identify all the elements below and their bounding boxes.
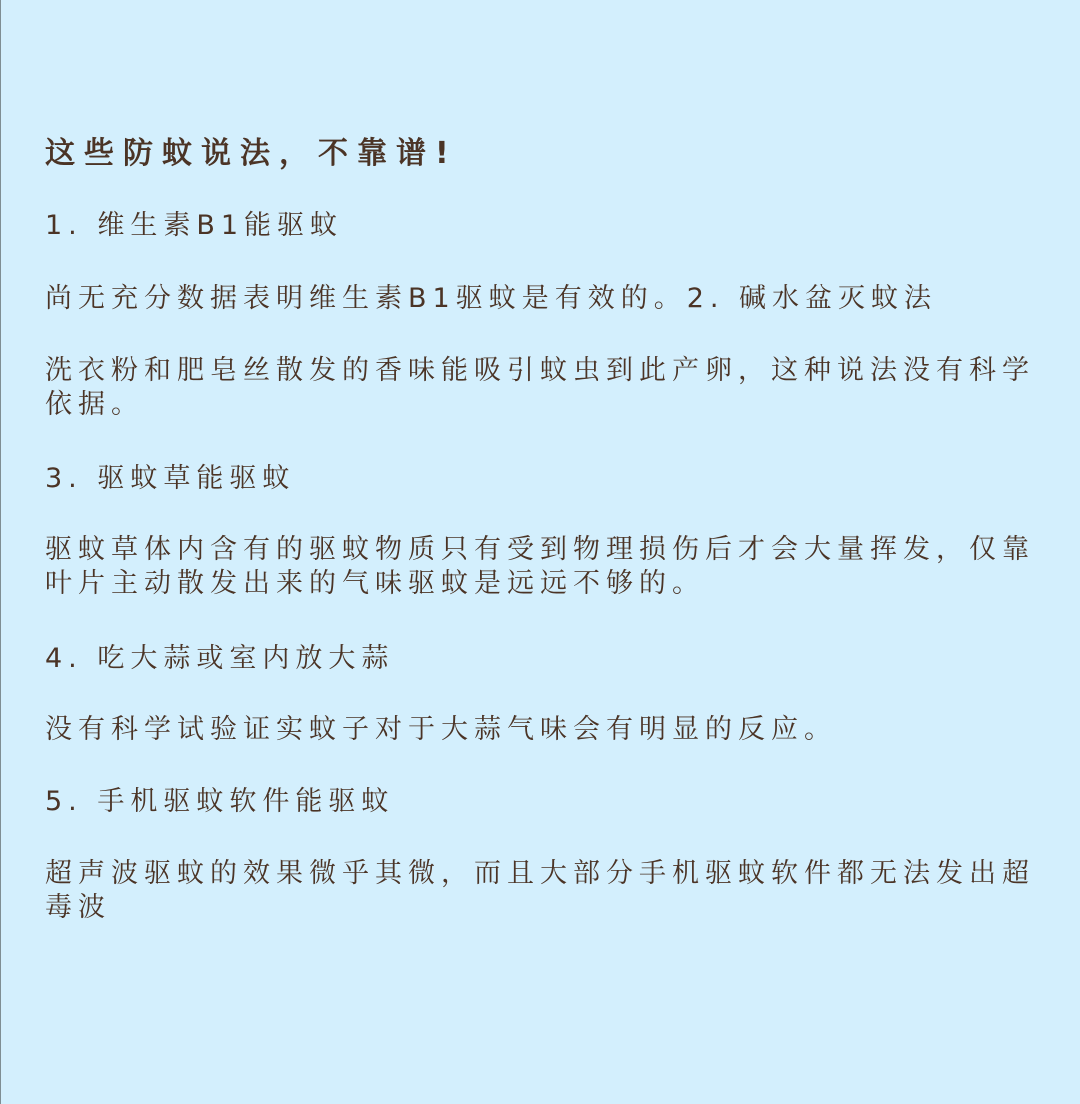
item-1-body: 尚无充分数据表明维生素B1驱蚊是有效的。2. 碱水盆灭蚊法 <box>45 283 938 314</box>
article-title: 这些防蚊说法，不靠谱! <box>45 136 458 171</box>
item-1-heading: 1. 维生素B1能驱蚊 <box>45 210 344 241</box>
item-2-body: 洗衣粉和肥皂丝散发的香味能吸引蚊虫到此产卵，这种说法没有科学依据。 <box>45 355 1035 420</box>
item-3-body: 驱蚊草体内含有的驱蚊物质只有受到物理损伤后才会大量挥发，仅靠叶片主动散发出来的气味驱蚊是远远不够的。 <box>45 534 1035 599</box>
item-4-body: 没有科学试验证实蚊子对于大蒜气味会有明显的反应。 <box>45 714 837 745</box>
item-5-heading: 5. 手机驱蚊软件能驱蚊 <box>45 786 395 817</box>
item-5-body: 超声波驱蚊的效果微乎其微，而且大部分手机驱蚊软件都无法发出超毒波 <box>45 858 1035 923</box>
item-3-heading: 3. 驱蚊草能驱蚊 <box>45 463 296 494</box>
item-4-heading: 4. 吃大蒜或室内放大蒜 <box>45 643 395 674</box>
